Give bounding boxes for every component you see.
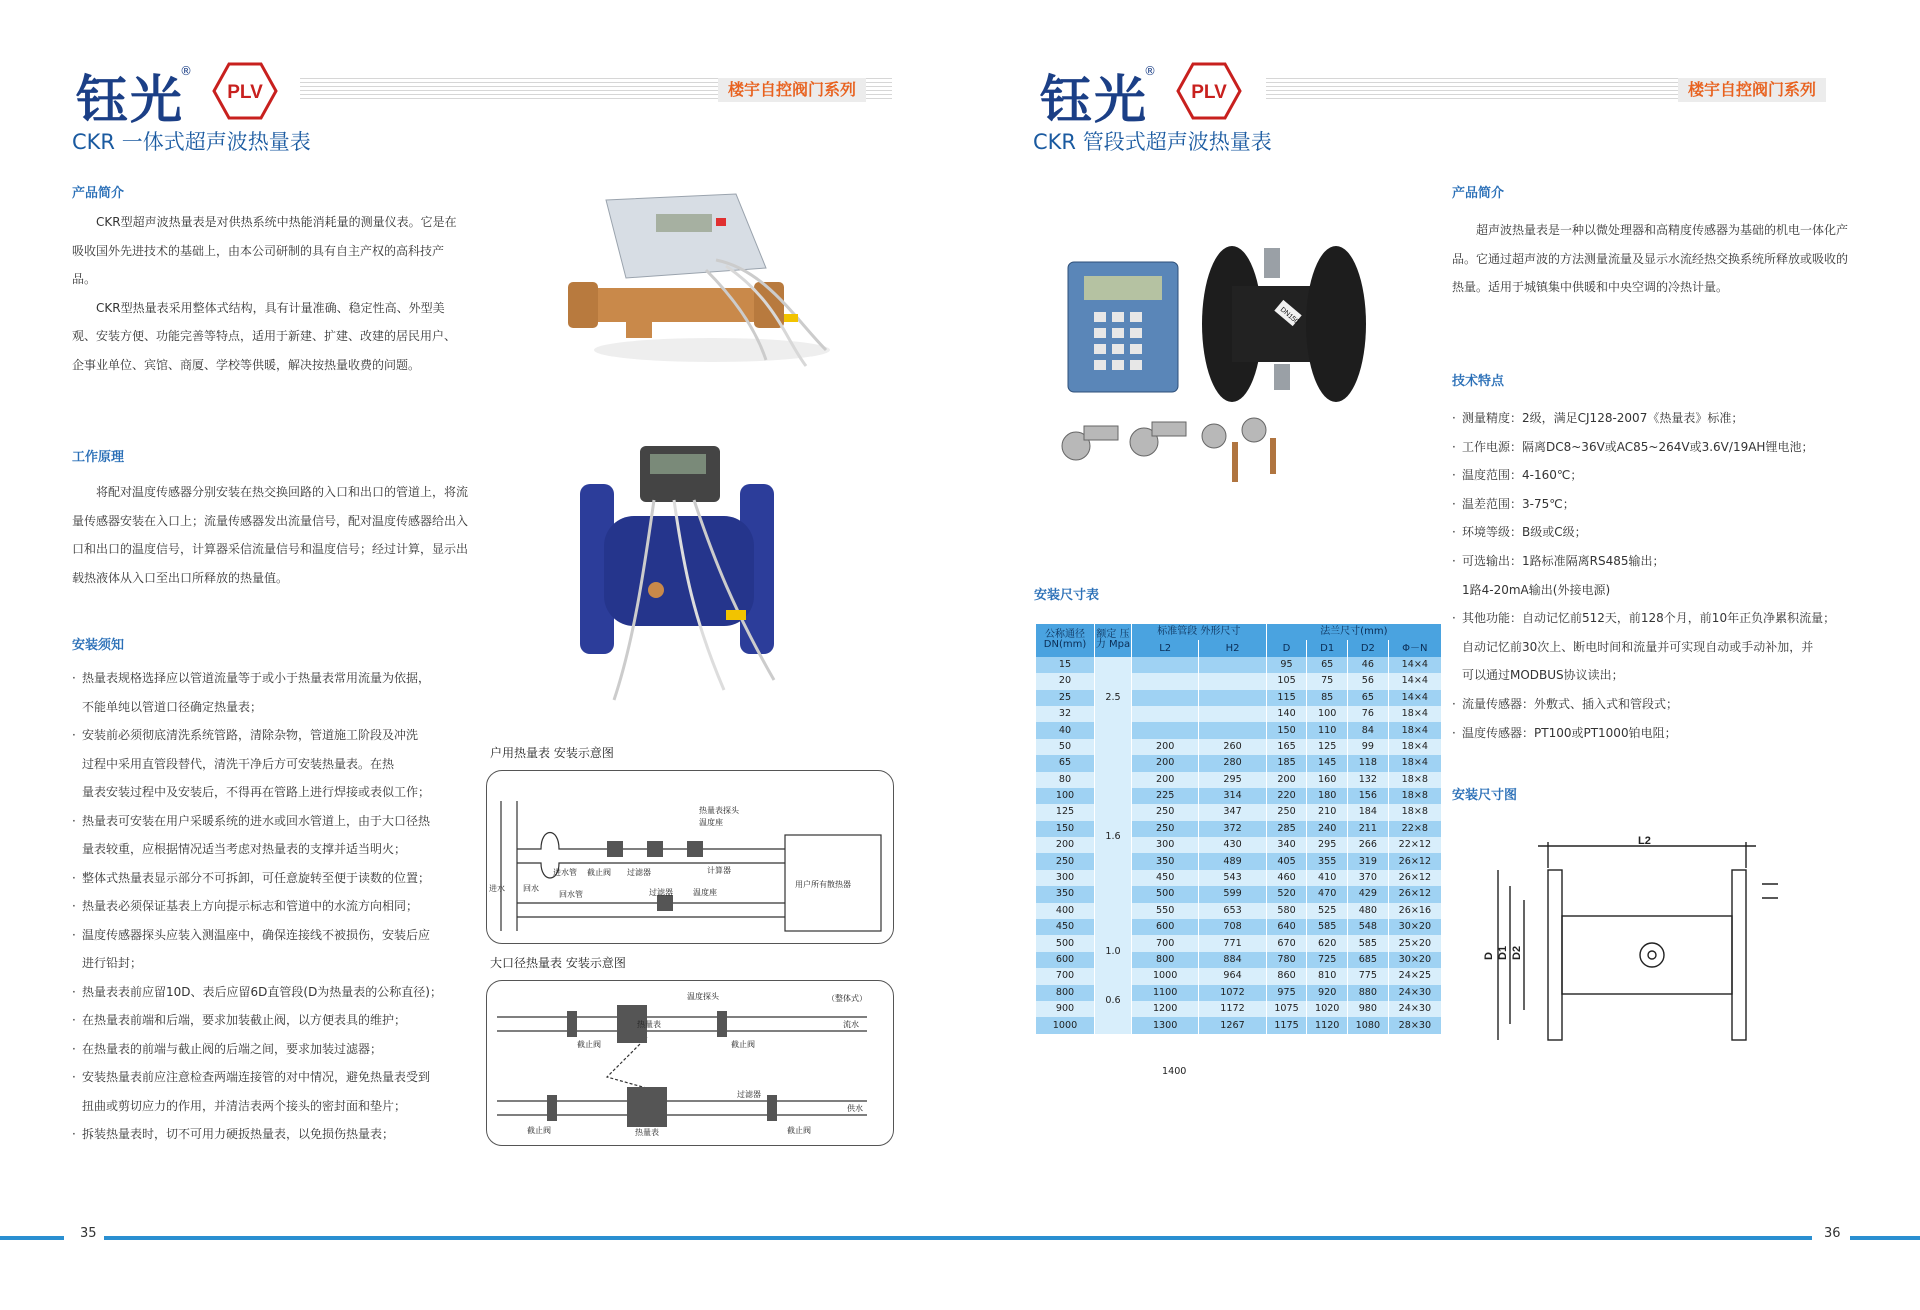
table-cell: 543 (1199, 870, 1266, 886)
table-cell: 285 (1266, 821, 1307, 837)
install-list (72, 664, 482, 1149)
diagram1-label-sensor: 热量表探头 (699, 806, 739, 815)
table-cell: 75 (1307, 673, 1348, 689)
table-cell: 450 (1036, 919, 1095, 935)
table-cell: 780 (1266, 952, 1307, 968)
table-cell: 24×30 (1388, 1001, 1441, 1017)
diagram2-label-sensor-line: 温度探头 (687, 992, 719, 1001)
table-cell: 165 (1266, 739, 1307, 755)
table-cell: 22×8 (1388, 821, 1441, 837)
table-cell: 145 (1307, 755, 1348, 771)
table-cell: 115 (1266, 690, 1307, 706)
diagram2-label-meter: 热量表 (637, 1020, 661, 1029)
diagram1-label-return: 回水管 (559, 890, 583, 899)
diagram1-label-calc: 计算器 (707, 866, 731, 875)
principle-heading: 工作原理 (72, 450, 125, 465)
tech-heading: 技术特点 (1452, 374, 1505, 389)
table-cell: 100 (1307, 706, 1348, 722)
spec-table (1035, 624, 1441, 1034)
page-number-left: 35 (80, 1226, 97, 1241)
intro-paragraph: CKR型热量表采用整体式结构，具有计量准确、稳定性高、外型美观、安装方便、功能完善等特点，适用于新建、扩建、改建的居民用户、企事业单位、宾馆、商厦、学校等供暖，解决按热量收费的问题。 (72, 300, 457, 372)
page-title: CKR 管段式超声波热量表 (1033, 130, 1272, 154)
table-cell: 450 (1132, 870, 1199, 886)
table-cell: 295 (1199, 772, 1266, 788)
table-cell: 410 (1307, 870, 1348, 886)
install-heading: 安装须知 (72, 638, 125, 653)
table-cell: 653 (1199, 903, 1266, 919)
table-cell: 84 (1348, 722, 1389, 738)
header-std: 标准管段 外形尺寸 (1132, 624, 1267, 640)
table-cell: 585 (1307, 919, 1348, 935)
table-row (1036, 968, 1442, 984)
table-cell: 160 (1307, 772, 1348, 788)
table-cell: 150 (1266, 722, 1307, 738)
dn-label: DN150 (1278, 306, 1300, 326)
table-cell: 810 (1307, 968, 1348, 984)
intro-heading: 产品简介 (72, 186, 125, 201)
diagram2-label-filter: 过滤器 (737, 1090, 761, 1099)
header-dn: 公称通径 DN(mm) (1036, 624, 1095, 657)
list-item: · 其他功能：自动记忆前512天，前128个月，前10年正负净累积流量； (1452, 604, 1835, 633)
table-cell: 26×12 (1388, 886, 1441, 902)
table-cell: 884 (1199, 952, 1266, 968)
table-cell: 355 (1307, 853, 1348, 869)
table-cell: 76 (1348, 706, 1389, 722)
table-cell: 620 (1307, 935, 1348, 951)
table-cell: 685 (1348, 952, 1389, 968)
table-cell (1199, 657, 1266, 673)
pipe-heat-meter-photo (1054, 246, 1394, 482)
list-item: · 热量表必须保证基表上方向提示标志和管道中的水流方向相同； (72, 892, 482, 921)
sub-d: D (1266, 640, 1307, 656)
table-cell: 964 (1199, 968, 1266, 984)
plv-text: PLV (1191, 82, 1227, 103)
series-label: 楼宇自控阀门系列 (718, 78, 866, 102)
table-cell: 700 (1036, 968, 1095, 984)
table-row (1036, 935, 1442, 951)
table-cell: 25 (1036, 690, 1095, 706)
sub-d1: D1 (1307, 640, 1348, 656)
table-cell: 585 (1348, 935, 1389, 951)
table-row (1036, 739, 1442, 755)
table-cell: 26×12 (1388, 870, 1441, 886)
table-cell: 800 (1036, 985, 1095, 1001)
list-item: 1路4-20mA输出(外接电源) (1462, 582, 1611, 597)
table-cell: 520 (1266, 886, 1307, 902)
table-cell: 132 (1348, 772, 1389, 788)
table-cell: 400 (1036, 903, 1095, 919)
table-cell: 1020 (1307, 1001, 1348, 1017)
list-item: 自动记忆前30次上、断电时间和流量并可实现自动或手动补加，并 (1462, 639, 1814, 654)
table-cell: 210 (1307, 804, 1348, 820)
list-item: 过程中采用直管段替代，清洗干净后方可安装热量表。在热 (82, 756, 395, 771)
table-cell: 480 (1348, 903, 1389, 919)
table-cell: 56 (1348, 673, 1389, 689)
pressure-cell: 1.0 (1095, 935, 1132, 968)
dim-d: D (1483, 952, 1495, 960)
table-cell (1132, 657, 1199, 673)
table-row (1036, 657, 1442, 673)
table-cell: 32 (1036, 706, 1095, 722)
table-cell: 980 (1348, 1001, 1389, 1017)
table-cell: 184 (1348, 804, 1389, 820)
table-cell: 22×12 (1388, 837, 1441, 853)
table-cell: 150 (1036, 821, 1095, 837)
large-diagram-svg (487, 981, 893, 1145)
diagram1-label-filter: 过滤器 (627, 868, 651, 877)
table-cell: 18×4 (1388, 706, 1441, 722)
diagram2-label-type: （整体式） (827, 994, 867, 1003)
plv-badge-icon (212, 62, 278, 120)
diagram2-label-meter2: 热量表 (635, 1128, 659, 1137)
table-cell: 200 (1132, 772, 1199, 788)
brand-name: 钰光 (1040, 70, 1149, 131)
table-cell (1132, 673, 1199, 689)
table-cell: 1172 (1199, 1001, 1266, 1017)
list-item: 可以通过MODBUS协议读出； (1462, 668, 1624, 683)
table-cell: 580 (1266, 903, 1307, 919)
table-cell (1199, 722, 1266, 738)
table-cell: 14×4 (1388, 673, 1441, 689)
pressure-cell: 2.5 (1095, 657, 1132, 739)
table-cell (1132, 690, 1199, 706)
table-cell: 14×4 (1388, 690, 1441, 706)
table-cell: 1100 (1132, 985, 1199, 1001)
table-cell: 1000 (1132, 968, 1199, 984)
table-cell: 105 (1266, 673, 1307, 689)
brand-reg-mark: ® (180, 64, 192, 78)
table-header-row (1036, 624, 1442, 640)
header-pressure: 额定 压力 Mpa (1095, 624, 1132, 657)
table-cell: 900 (1036, 1001, 1095, 1017)
tech-list (1452, 404, 1835, 747)
table-cell: 40 (1036, 722, 1095, 738)
table-cell: 220 (1266, 788, 1307, 804)
table-cell: 1080 (1348, 1017, 1389, 1033)
table-cell: 599 (1199, 886, 1266, 902)
table-cell: 708 (1199, 919, 1266, 935)
table-cell: 600 (1036, 952, 1095, 968)
table-cell: 28×30 (1388, 1017, 1441, 1033)
list-item: · 热量表表前应留10D、表后应留6D直管段(D为热量表的公称直径)； (72, 978, 482, 1007)
table-cell: 225 (1132, 788, 1199, 804)
table-cell: 125 (1307, 739, 1348, 755)
sub-h2: H2 (1199, 640, 1266, 656)
diagram1-label-vout: 回水 (523, 884, 539, 893)
table-cell: 350 (1132, 853, 1199, 869)
table-cell: 372 (1199, 821, 1266, 837)
table-cell: 18×8 (1388, 772, 1441, 788)
table-cell: 26×16 (1388, 903, 1441, 919)
household-diagram-svg (487, 771, 893, 943)
table-cell: 65 (1036, 755, 1095, 771)
list-item: · 热量表可安装在用户采暖系统的进水或回水管道上，由于大口径热 (72, 807, 482, 836)
table-cell: 26×12 (1388, 853, 1441, 869)
dim-l2: L2 (1638, 835, 1651, 847)
plv-text: PLV (227, 82, 263, 103)
table-cell: 350 (1036, 886, 1095, 902)
table-cell: 600 (1132, 919, 1199, 935)
table-cell: 340 (1266, 837, 1307, 853)
table-cell: 319 (1348, 853, 1389, 869)
table-cell: 489 (1199, 853, 1266, 869)
table-cell: 65 (1307, 657, 1348, 673)
sub-d2: D2 (1348, 640, 1389, 656)
table-cell: 20 (1036, 673, 1095, 689)
sub-l2: L2 (1132, 640, 1199, 656)
table-cell (1199, 690, 1266, 706)
diagram2-label-valve4: 截止阀 (787, 1126, 811, 1135)
table-cell: 280 (1199, 755, 1266, 771)
table-cell: 180 (1307, 788, 1348, 804)
diagram1-label-inlet: 进水管 (553, 868, 577, 877)
table-cell: 18×4 (1388, 722, 1441, 738)
dim-heading: 安装尺寸图 (1452, 788, 1518, 803)
diagram1-label-check-valve: 截止阀 (587, 868, 611, 877)
table-cell: 24×30 (1388, 985, 1441, 1001)
plv-badge-icon (1176, 62, 1242, 120)
table-cell: 30×20 (1388, 952, 1441, 968)
table-cell: 460 (1266, 870, 1307, 886)
table-cell: 1175 (1266, 1017, 1307, 1033)
l2-last-value: 1400 (1162, 1066, 1187, 1077)
table-cell: 429 (1348, 886, 1389, 902)
table-cell: 370 (1348, 870, 1389, 886)
diagram2-label-valve3: 截止阀 (527, 1126, 551, 1135)
table-cell: 14×4 (1388, 657, 1441, 673)
list-item: 不能单纯以管道口径确定热量表； (82, 699, 263, 714)
table-cell: 1075 (1266, 1001, 1307, 1017)
table-cell: 1267 (1199, 1017, 1266, 1033)
table-cell: 250 (1266, 804, 1307, 820)
table-cell: 25×20 (1388, 935, 1441, 951)
table-cell: 266 (1348, 837, 1389, 853)
large-install-diagram (486, 980, 894, 1146)
list-item: · 在热量表的前端与截止阀的后端之间，要求加装过滤器； (72, 1035, 482, 1064)
dim-d1: D1 (1497, 945, 1509, 960)
diagram2-caption: 大口径热量表 安装示意图 (490, 956, 626, 970)
diagram2-label-flow: 流水 (843, 1020, 859, 1029)
list-item: · 可选输出：1路标准隔离RS485输出； (1452, 547, 1835, 576)
brand-name: 钰光 (76, 70, 185, 131)
table-cell: 18×4 (1388, 755, 1441, 771)
table-cell: 1300 (1132, 1017, 1199, 1033)
table-cell: 240 (1307, 821, 1348, 837)
list-item: · 温度传感器：PT100或PT1000铂电阻； (1452, 719, 1835, 748)
footer-line-right-2 (1850, 1236, 1920, 1240)
table-cell: 548 (1348, 919, 1389, 935)
list-item: 进行铅封； (82, 956, 143, 970)
table-cell: 550 (1132, 903, 1199, 919)
diagram2-label-valve2: 截止阀 (731, 1040, 755, 1049)
diagram1-label-filter2: 过滤器 (649, 888, 673, 897)
diagram2-label-inflow: 供水 (847, 1104, 863, 1113)
table-cell: 100 (1036, 788, 1095, 804)
list-item: · 热量表规格选择应以管道流量等于或小于热量表常用流量为依据， (72, 664, 482, 693)
household-install-diagram (486, 770, 894, 944)
page-title: CKR 一体式超声波热量表 (72, 130, 311, 154)
table-cell: 430 (1199, 837, 1266, 853)
table-cell: 670 (1266, 935, 1307, 951)
series-label: 楼宇自控阀门系列 (1678, 78, 1826, 102)
table-cell: 50 (1036, 739, 1095, 755)
list-item: · 温差范围：3-75℃； (1452, 490, 1835, 519)
table-cell: 250 (1036, 853, 1095, 869)
table-cell: 500 (1036, 935, 1095, 951)
table-cell: 140 (1266, 706, 1307, 722)
table-cell: 30×20 (1388, 919, 1441, 935)
principle-text (72, 478, 472, 592)
table-cell: 725 (1307, 952, 1348, 968)
large-heat-meter-photo (574, 440, 802, 704)
dim-d2: D2 (1511, 945, 1523, 960)
diagram1-label-temp2: 温度座 (693, 888, 717, 897)
brand-logo-right (1040, 62, 1260, 131)
diagram1-caption: 户用热量表 安装示意图 (490, 746, 614, 760)
list-item: 量表安装过程中及安装后，不得再在管路上进行焊接或表似工作； (82, 785, 431, 799)
table-cell (1132, 706, 1199, 722)
diagram1-label-temp-seat: 温度座 (699, 818, 723, 827)
brand-reg-mark: ® (1144, 64, 1156, 78)
table-cell: 860 (1266, 968, 1307, 984)
table-cell: 700 (1132, 935, 1199, 951)
table-cell: 15 (1036, 657, 1095, 673)
list-item: · 流量传感器：外敷式、插入式和管段式； (1452, 690, 1835, 719)
table-cell: 300 (1036, 870, 1095, 886)
table-cell (1199, 673, 1266, 689)
list-item: · 环境等级：B级或C级； (1452, 518, 1835, 547)
list-item: · 温度范围：4-160℃； (1452, 461, 1835, 490)
pressure-cell: 0.6 (1095, 968, 1132, 1034)
intro-text-right (1452, 216, 1852, 302)
table-cell: 920 (1307, 985, 1348, 1001)
diagram1-label-vin: 进水 (489, 884, 505, 893)
list-item: · 测量精度：2级，满足CJ128-2007《热量表》标准； (1452, 404, 1835, 433)
list-item: · 工作电源：隔离DC8~36V或AC85~264V或3.6V/19AH锂电池； (1452, 433, 1835, 462)
table-cell: 95 (1266, 657, 1307, 673)
brand-logo-left (76, 62, 296, 131)
table-cell: 771 (1199, 935, 1266, 951)
table-cell: 200 (1132, 755, 1199, 771)
table-cell: 99 (1348, 739, 1389, 755)
list-item: 量表较重，应根据情况适当考虑对热量表的支撑并适当明火； (82, 842, 407, 856)
list-item: · 在热量表前端和后端，要求加装截止阀，以方便表具的维护； (72, 1006, 482, 1035)
footer-line-left (0, 1236, 64, 1240)
table-cell: 185 (1266, 755, 1307, 771)
principle-paragraph: 将配对温度传感器分别安装在热交换回路的入口和出口的管道上，将流量传感器安装在入口上；流量传感器发出流量信号，配对温度传感器给出入口和出口的温度信号，计算器采信流量信号和温度信号；经过计算，显示出载热液体从入口至出口所释放的热量值。 (72, 485, 469, 585)
compact-heat-meter-photo (566, 190, 846, 370)
table-cell: 65 (1348, 690, 1389, 706)
diagram2-label-valve1: 截止阀 (577, 1040, 601, 1049)
table-heading: 安装尺寸表 (1034, 588, 1100, 603)
table-cell: 200 (1036, 837, 1095, 853)
table-cell: 295 (1307, 837, 1348, 853)
list-item: · 整体式热量表显示部分不可拆卸，可任意旋转至便于读数的位置； (72, 864, 482, 893)
table-cell: 1000 (1036, 1017, 1095, 1033)
table-cell: 800 (1132, 952, 1199, 968)
table-cell: 46 (1348, 657, 1389, 673)
table-cell: 880 (1348, 985, 1389, 1001)
intro-paragraph: 超声波热量表是一种以微处理器和高精度传感器为基础的机电一体化产品。它通过超声波的方法测量流量及显示水流经热交换系统所释放或吸收的热量。适用于城镇集中供暖和中央空调的冷热计量。 (1452, 223, 1849, 295)
table-cell: 300 (1132, 837, 1199, 853)
table-cell: 200 (1266, 772, 1307, 788)
table-cell: 260 (1199, 739, 1266, 755)
table-cell: 110 (1307, 722, 1348, 738)
footer-line-right (960, 1236, 1812, 1240)
dimension-drawing (1483, 835, 1808, 1070)
table-cell: 347 (1199, 804, 1266, 820)
table-cell: 525 (1307, 903, 1348, 919)
list-item: · 拆装热量表时，切不可用力硬扳热量表，以免损伤热量表； (72, 1120, 482, 1149)
table-cell: 975 (1266, 985, 1307, 1001)
table-cell: 18×8 (1388, 788, 1441, 804)
table-cell: 18×4 (1388, 739, 1441, 755)
page-number-right: 36 (1824, 1226, 1841, 1241)
table-cell: 405 (1266, 853, 1307, 869)
table-cell: 118 (1348, 755, 1389, 771)
table-cell: 500 (1132, 886, 1199, 902)
pressure-cell: 1.6 (1095, 739, 1132, 936)
table-cell: 85 (1307, 690, 1348, 706)
table-cell (1199, 706, 1266, 722)
table-cell: 24×25 (1388, 968, 1441, 984)
list-item: · 安装热量表前应注意检查两端连接管的对中情况，避免热量表受到 (72, 1063, 482, 1092)
table-cell: 18×8 (1388, 804, 1441, 820)
table-cell: 775 (1348, 968, 1389, 984)
table-cell: 125 (1036, 804, 1095, 820)
intro-text (72, 208, 464, 380)
table-cell: 1072 (1199, 985, 1266, 1001)
header-flange: 法兰尺寸(mm) (1266, 624, 1441, 640)
table-cell: 470 (1307, 886, 1348, 902)
table-cell: 80 (1036, 772, 1095, 788)
table-cell (1132, 722, 1199, 738)
table-cell: 1200 (1132, 1001, 1199, 1017)
table-cell: 156 (1348, 788, 1389, 804)
diagram1-label-device: 用户所有散热器 (795, 880, 851, 889)
footer-line-left-2 (104, 1236, 960, 1240)
table-cell: 314 (1199, 788, 1266, 804)
table-cell: 211 (1348, 821, 1389, 837)
sub-phi: Φ－N (1388, 640, 1441, 656)
list-item: 扭曲或剪切应力的作用，并清洁表两个接头的密封面和垫片； (82, 1098, 407, 1113)
table-cell: 1120 (1307, 1017, 1348, 1033)
table-cell: 200 (1132, 739, 1199, 755)
table-cell: 250 (1132, 821, 1199, 837)
list-item: · 安装前必须彻底清洗系统管路，清除杂物，管道施工阶段及冲洗 (72, 721, 482, 750)
intro-heading-right: 产品简介 (1452, 186, 1505, 201)
intro-paragraph: CKR型超声波热量表是对供热系统中热能消耗量的测量仪表。它是在吸收国外先进技术的基础上，由本公司研制的具有自主产权的高科技产品。 (72, 215, 457, 287)
table-cell: 250 (1132, 804, 1199, 820)
table-cell: 640 (1266, 919, 1307, 935)
list-item: · 温度传感器探头应装入测温座中，确保连接线不被损伤，安装后应 (72, 921, 482, 950)
